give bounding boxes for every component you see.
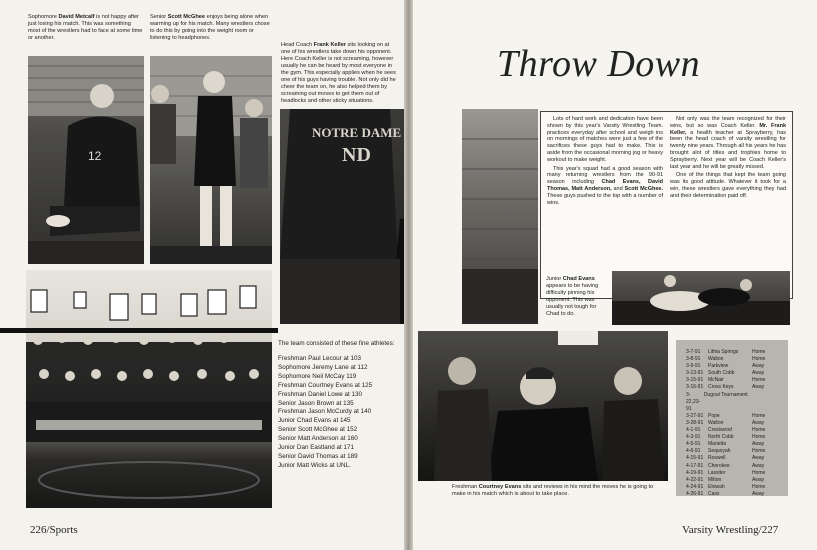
page-number-right: Varsity Wrestling/227 bbox=[682, 524, 779, 536]
caption-metcalf: Sophomore David Metcalf is not happy after just losing his match. This was something most of the wrestlers had to face at some time or another. bbox=[28, 14, 143, 41]
schedule-row: 4-26-91 Cass Away bbox=[686, 490, 765, 497]
photo-metcalf bbox=[28, 56, 144, 264]
schedule-row: 3-8-91 Walton Home bbox=[686, 356, 766, 363]
roster-item: Freshman Jason McCurdy at 140 bbox=[278, 408, 372, 416]
schedule-row: 3-28-91 Walton Away bbox=[686, 419, 765, 426]
schedule-row: 4-1-91 Crestwood Home bbox=[686, 427, 766, 434]
schedule-row: 4-6-91 Sequoyah Home bbox=[686, 448, 766, 455]
schedule-row: 3-27-91 Pope Home bbox=[686, 412, 766, 419]
roster-item: Junior Matt Wicks at UNL. bbox=[278, 461, 351, 469]
photo-courtney-evans bbox=[418, 331, 668, 481]
roster-item: Senior Matt Anderson at 160 bbox=[278, 435, 358, 443]
schedule-row: 4-19-91 Lassiter Home bbox=[686, 469, 766, 476]
schedule-row: 4-3-91 North Cobb Home bbox=[686, 434, 766, 441]
spread-title: Throw Down bbox=[497, 43, 701, 85]
roster-item: Junior Chad Evans at 145 bbox=[278, 417, 351, 425]
roster-item: Sophomore Jeremy Lane at 112 bbox=[278, 363, 368, 371]
divider-rule-left bbox=[0, 328, 278, 333]
photo-mcghee bbox=[150, 56, 272, 264]
roster-item: Junior Dan Eastland at 171 bbox=[278, 444, 354, 452]
schedule-row: 4-22-91 Milton Away bbox=[686, 476, 765, 483]
svg-text:12: 12 bbox=[88, 149, 102, 163]
schedule-row: 3-15-91 McNair Home bbox=[686, 377, 766, 384]
story-paragraph: Lots of hard work and dedication have been shown by this year's Varsity Wrestling Team. practices everyday after school and weigh ins on mornings of matches were just a few of the sacrifices these guys had to make. This is aside from the occasional morning jog or heavy workout to make weight. bbox=[547, 116, 663, 163]
roster-item: Senior Jason Brown at 135 bbox=[278, 399, 354, 407]
schedule-row: 3-13-91 South Cobb Away bbox=[686, 370, 765, 377]
schedule-row: 4-24-91 Etowah Home bbox=[686, 483, 766, 490]
photo-team bbox=[26, 270, 272, 508]
svg-text:ND: ND bbox=[342, 144, 371, 166]
schedule-row: 3-16-91 Cross Keys Away bbox=[686, 384, 765, 391]
photo-coach-bleachers bbox=[462, 109, 538, 324]
story-column-2 bbox=[670, 116, 786, 202]
schedule-row: 4-15-91 Roswell Away bbox=[686, 455, 765, 462]
roster-item: Freshman Courtney Evans at 125 bbox=[278, 381, 373, 389]
roster-item: Senior Scott McGhee at 152 bbox=[278, 426, 358, 434]
roster-item: Sophomore Neil McCay 119 bbox=[278, 372, 357, 380]
roster-item: Senior David Thomas at 189 bbox=[278, 452, 358, 460]
svg-text:NOTRE DAME: NOTRE DAME bbox=[312, 125, 402, 140]
match-schedule bbox=[676, 340, 788, 496]
schedule-row: 4-17-91 Cherokee Away bbox=[686, 462, 765, 469]
schedule-row: 3-7-91 Lithia Springs Home bbox=[686, 349, 766, 355]
caption-keller: Head Coach Frank Keller sits looking on at one of his wrestlers take down his opponent. Here Coach Keller is not screaming, however usually he can be heard by most everyone in the gym. This especially applies when he sees one of his guys having trouble. Not only did he cheer the team on, he also helped them by screaming out moves to get them out of headlocks and other sticky situations. bbox=[281, 42, 396, 104]
roster-item: Freshman Daniel Lowe at 130 bbox=[278, 390, 363, 398]
team-roster bbox=[278, 340, 403, 471]
story-paragraph: Not only was the team recognized for their wins, but so was Coach Keller. Mr. Frank Keller, a health teacher at Sprayberry, has been the head coach of varsity wrestling for twenty nine years. Through all his years he has brought alot of titles and trophies home to Sprayberry. Next year will be Coach Keller's last year and he will be greatly missed. bbox=[670, 116, 786, 170]
caption-mcghee: Senior Scott McGhee enjoys being alone when warming up for his match. Many wrestlers chose to do this by going into the weight room or listening to headphones. bbox=[150, 14, 270, 41]
page-number-left: 226/Sports bbox=[30, 524, 78, 536]
photo-chad-evans bbox=[612, 271, 790, 325]
caption-courtney-evans: Freshman Courtney Evans sits and reviews in his mind the moves he is going to make in his match which is about to take place. bbox=[452, 484, 654, 497]
roster-item: Freshman Paul Lecour at 103 bbox=[278, 355, 361, 362]
roster-intro: The team consisted of these fine athletes: bbox=[278, 340, 395, 347]
page-gutter bbox=[404, 0, 413, 550]
story-paragraph: This year's squad had a good season with many returning wrestlers from the 90-91 season including Chad Evans, David Thomas, Matt Anderson, and Scott McGhee. These guys pushed to the top with a number of wins. bbox=[547, 165, 664, 206]
caption-chad-evans: Junior Chad Evans appears to be having difficulty pinning his opponent. This was usually not tough for Chad to do. bbox=[546, 276, 599, 317]
schedule-row: 4-5-91 Marietta Away bbox=[686, 441, 765, 448]
schedule-row: 3-22,23-91 Dugout Tournament bbox=[686, 391, 748, 412]
story-column-1 bbox=[547, 116, 663, 208]
story-paragraph: One of the things that kept the team going was its good attitude. Whatever it took for a win, these wrestlers gave everything they had and their determination paid off. bbox=[670, 172, 786, 199]
schedule-row: 3-9-91 Parkview Away bbox=[686, 363, 765, 370]
